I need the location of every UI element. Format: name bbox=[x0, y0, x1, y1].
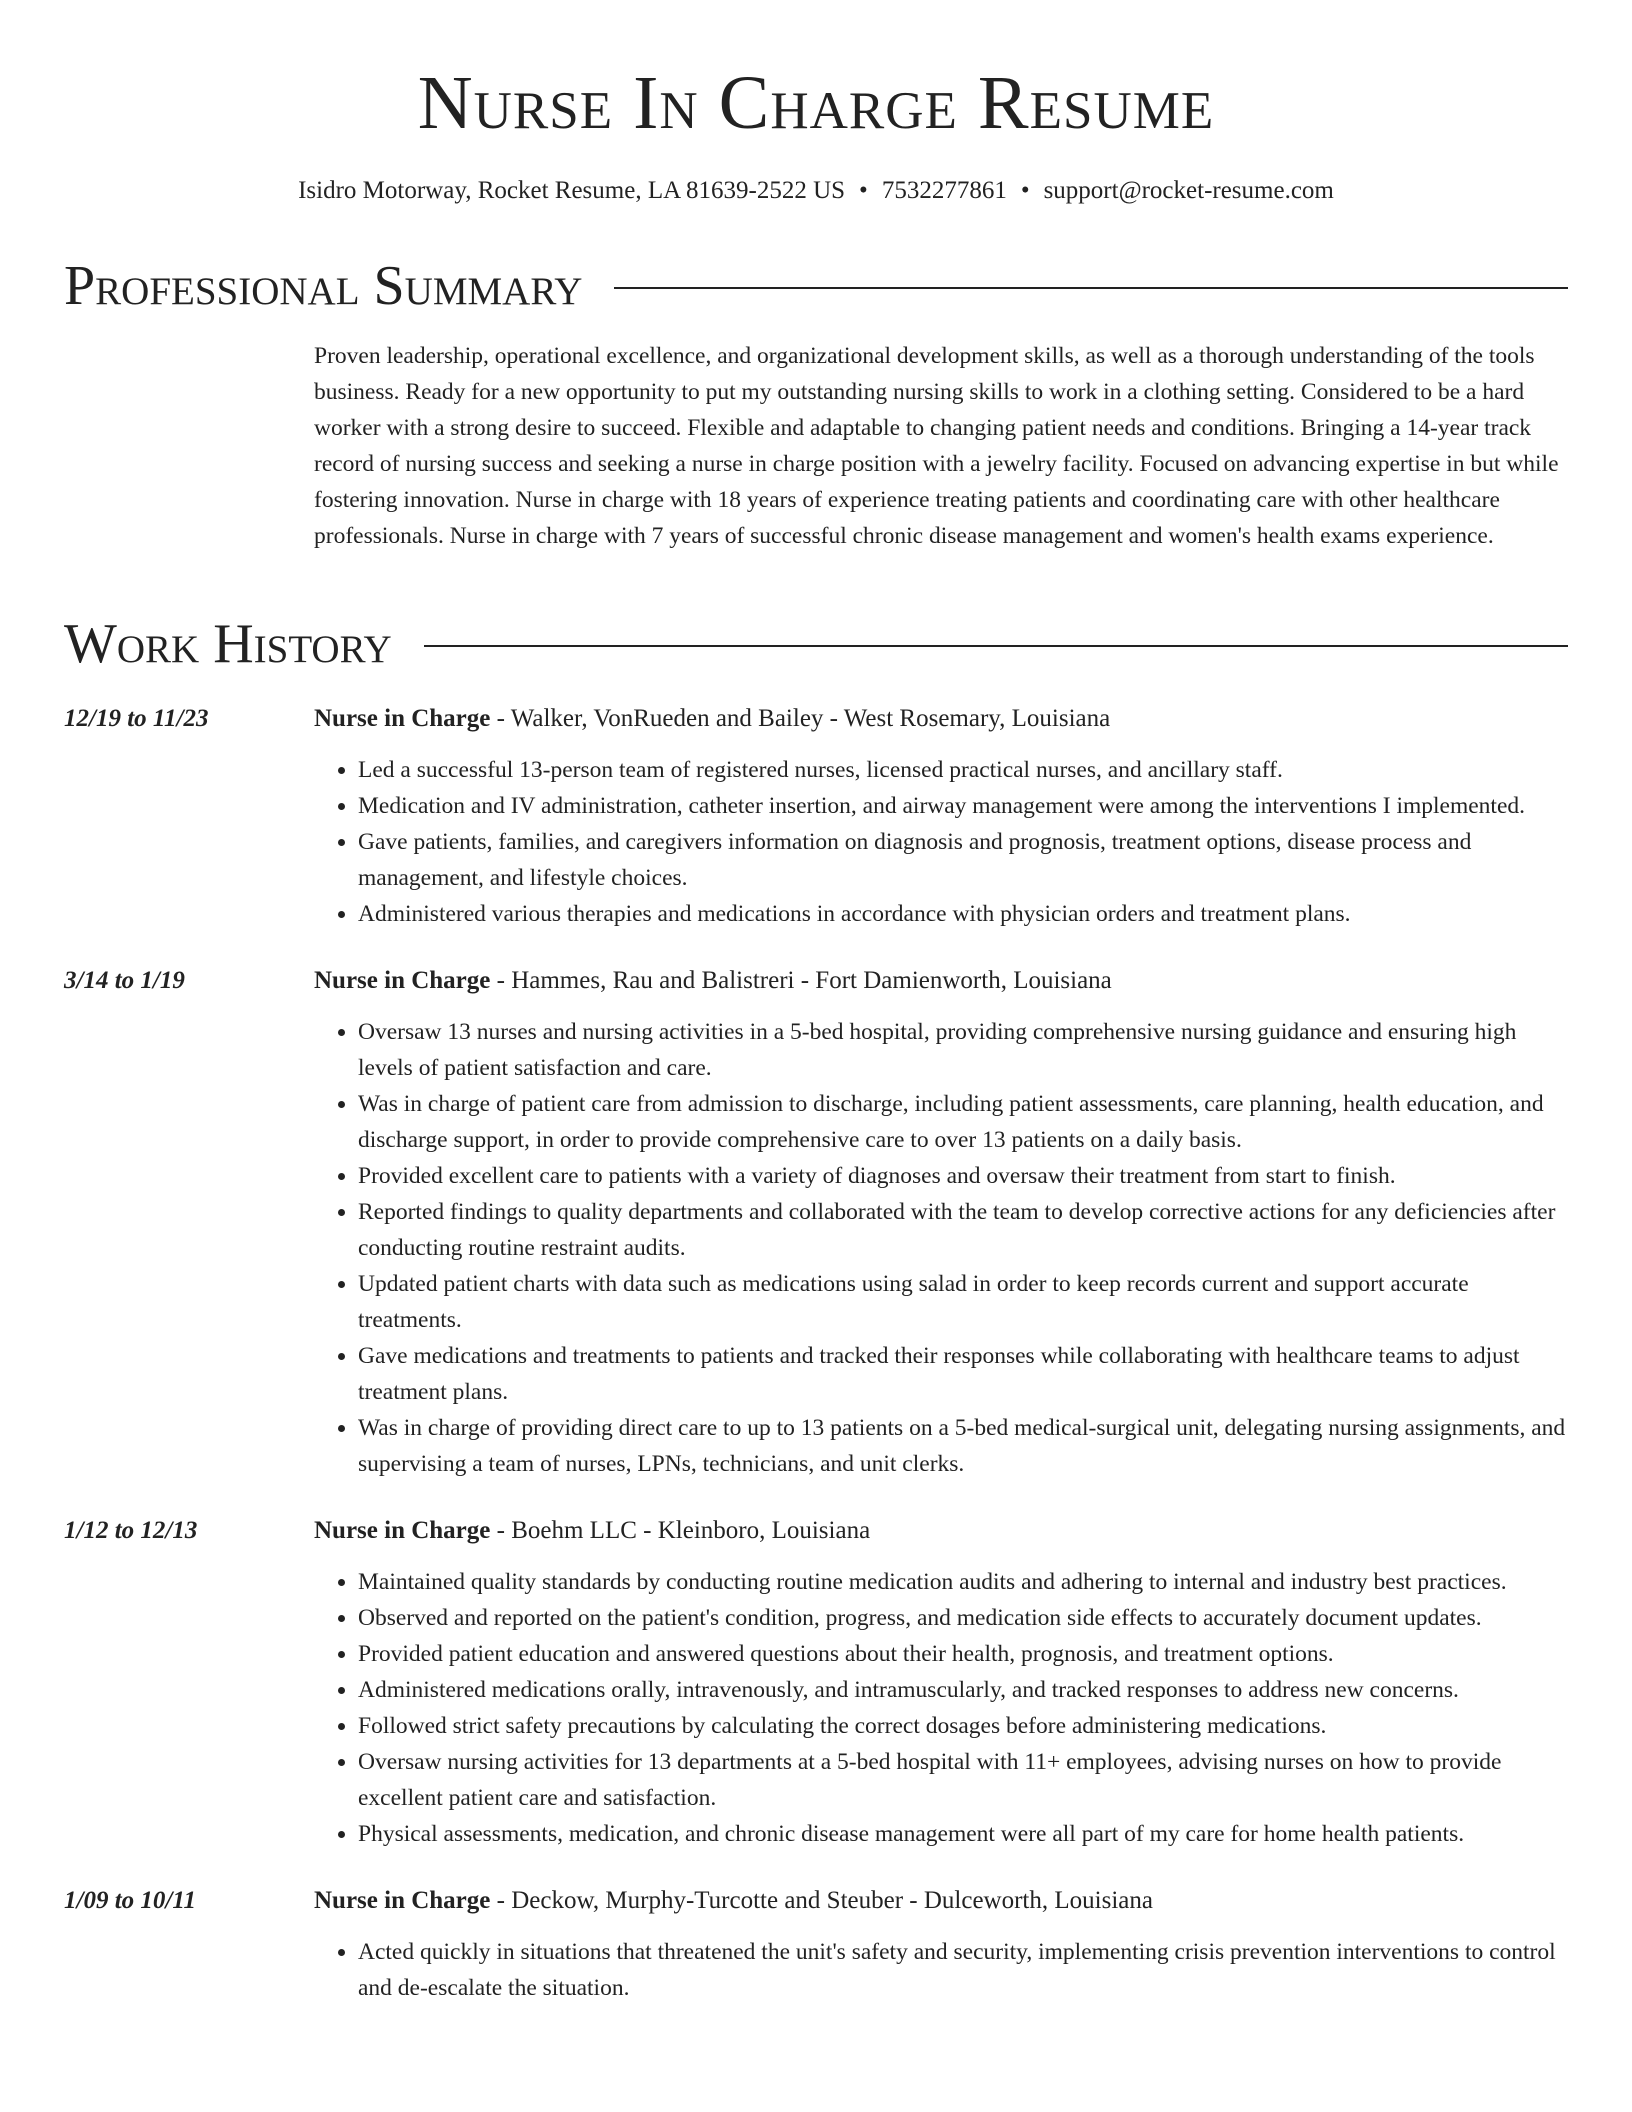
contact-email: support@rocket-resume.com bbox=[1043, 177, 1334, 204]
job-employer-location: - Boehm LLC - Kleinboro, Louisiana bbox=[490, 1517, 871, 1544]
job-heading bbox=[314, 962, 1570, 1000]
job-dates: 12/19 to 11/23 bbox=[64, 705, 209, 732]
job-bullet: • Reported findings to quality departments and collaborated with the team to develop corrective actions for any deficiencies after conducting routine restraint audits. bbox=[358, 1194, 1570, 1266]
job-bullet: • Provided patient education and answered questions about their health, prognosis, and treatment options. bbox=[358, 1636, 1570, 1672]
contact-separator: • bbox=[859, 177, 868, 204]
job-bullet: • Oversaw nursing activities for 13 departments at a 5-bed hospital with 11+ employees, advising nurses on how to provide excellent patient care and satisfaction. bbox=[358, 1744, 1570, 1816]
job-bullet-list bbox=[314, 1934, 1570, 2006]
job-bullet: • Administered medications orally, intravenously, and intramuscularly, and tracked responses to address new concerns. bbox=[358, 1672, 1570, 1708]
resume-title: Nurse In Charge Resume bbox=[417, 61, 1215, 145]
job-employer-location: - Hammes, Rau and Balistreri - Fort Damienworth, Louisiana bbox=[490, 967, 1112, 994]
job-bullet: • Administered various therapies and medications in accordance with physician orders and treatment plans. bbox=[358, 896, 1570, 932]
job-bullet: • Medication and IV administration, catheter insertion, and airway management were among the interventions I implemented. bbox=[358, 788, 1570, 824]
contact-phone: 7532277861 bbox=[881, 177, 1007, 204]
job-bullet: • Maintained quality standards by conducting routine medication audits and adhering to internal and industry best practices. bbox=[358, 1564, 1570, 1600]
job-role: Nurse in Charge bbox=[314, 1517, 491, 1544]
job-bullet: • Led a successful 13-person team of registered nurses, licensed practical nurses, and ancillary staff. bbox=[358, 752, 1570, 788]
section-divider bbox=[614, 287, 1568, 289]
job-role: Nurse in Charge bbox=[314, 967, 491, 994]
summary-section-header bbox=[64, 254, 1568, 318]
summary-heading: Professional Summary bbox=[64, 255, 583, 317]
contact-address: Isidro Motorway, Rocket Resume, LA 81639-2522 US bbox=[298, 177, 846, 204]
contact-separator: • bbox=[1020, 177, 1030, 204]
job-employer-location: - Walker, VonRueden and Bailey - West Rosemary, Louisiana bbox=[490, 705, 1111, 732]
job-bullet: • Gave medications and treatments to patients and tracked their responses while collaborating with healthcare teams to adjust treatment plans. bbox=[358, 1338, 1570, 1410]
job-bullet: • Followed strict safety precautions by calculating the correct dosages before administering medications. bbox=[358, 1708, 1570, 1744]
job-entry bbox=[0, 1882, 1570, 2006]
summary-text: Proven leadership, operational excellence, and organizational development skills, as well as a thorough understanding of the tools business. Ready for a new opportunity to put my outstanding nursing skills to work in a clothing setting. Considered to be a hard worker with a strong desire to succeed. Flexible and adaptable to changing patient needs and conditions. Bringing a 14-year track record of nursing success and seeking a nurse in charge position with a jewelry facility. Focused on advancing expertise in but while fostering innovation. Nurse in charge with 18 years of experience treating patients and coordinating care with other healthcare professionals. Nurse in charge with 7 years of successful chronic disease management and women's health exams experience. bbox=[314, 343, 1559, 549]
work-heading: Work History bbox=[64, 613, 392, 675]
job-bullet-list bbox=[314, 1014, 1570, 1482]
job-heading bbox=[314, 1512, 1570, 1550]
job-heading bbox=[314, 1882, 1570, 1920]
job-role: Nurse in Charge bbox=[314, 1887, 491, 1914]
work-section-header bbox=[64, 612, 1568, 676]
job-heading bbox=[314, 700, 1570, 738]
job-bullet: • Observed and reported on the patient's condition, progress, and medication side effects to accurately document updates. bbox=[358, 1600, 1570, 1636]
job-bullet-list bbox=[314, 1564, 1570, 1852]
job-entry bbox=[0, 962, 1570, 1482]
job-dates: 3/14 to 1/19 bbox=[64, 967, 185, 994]
work-history-list bbox=[0, 700, 1632, 2036]
job-dates: 1/09 to 10/11 bbox=[64, 1887, 196, 1914]
job-bullet-list bbox=[314, 752, 1570, 932]
section-divider bbox=[424, 645, 1568, 647]
job-entry bbox=[0, 1512, 1570, 1852]
job-role: Nurse in Charge bbox=[314, 705, 491, 732]
job-dates: 1/12 to 12/13 bbox=[64, 1517, 198, 1544]
job-bullet: • Acted quickly in situations that threatened the unit's safety and security, implementing crisis prevention interventions to control and de-escalate the situation. bbox=[358, 1934, 1570, 2006]
contact-line bbox=[0, 174, 1632, 208]
job-bullet: • Updated patient charts with data such as medications using salad in order to keep records current and support accurate treatments. bbox=[358, 1266, 1570, 1338]
job-bullet: • Provided excellent care to patients with a variety of diagnoses and oversaw their treatment from start to finish. bbox=[358, 1158, 1570, 1194]
job-bullet: • Physical assessments, medication, and chronic disease management were all part of my care for home health patients. bbox=[358, 1816, 1570, 1852]
job-bullet: • Gave patients, families, and caregivers information on diagnosis and prognosis, treatment options, disease process and management, and lifestyle choices. bbox=[358, 824, 1570, 896]
job-bullet: • Was in charge of patient care from admission to discharge, including patient assessments, care planning, health education, and discharge support, in order to provide comprehensive care to over 13 patients on a daily basis. bbox=[358, 1086, 1570, 1158]
job-entry bbox=[0, 700, 1570, 932]
job-bullet: • Oversaw 13 nurses and nursing activities in a 5-bed hospital, providing comprehensive nursing guidance and ensuring high levels of patient satisfaction and care. bbox=[358, 1014, 1570, 1086]
job-employer-location: - Deckow, Murphy-Turcotte and Steuber - Dulceworth, Louisiana bbox=[490, 1887, 1153, 1914]
job-bullet: • Was in charge of providing direct care to up to 13 patients on a 5-bed medical-surgical unit, delegating nursing assignments, and supervising a team of nurses, LPNs, technicians, and unit clerks. bbox=[358, 1410, 1570, 1482]
